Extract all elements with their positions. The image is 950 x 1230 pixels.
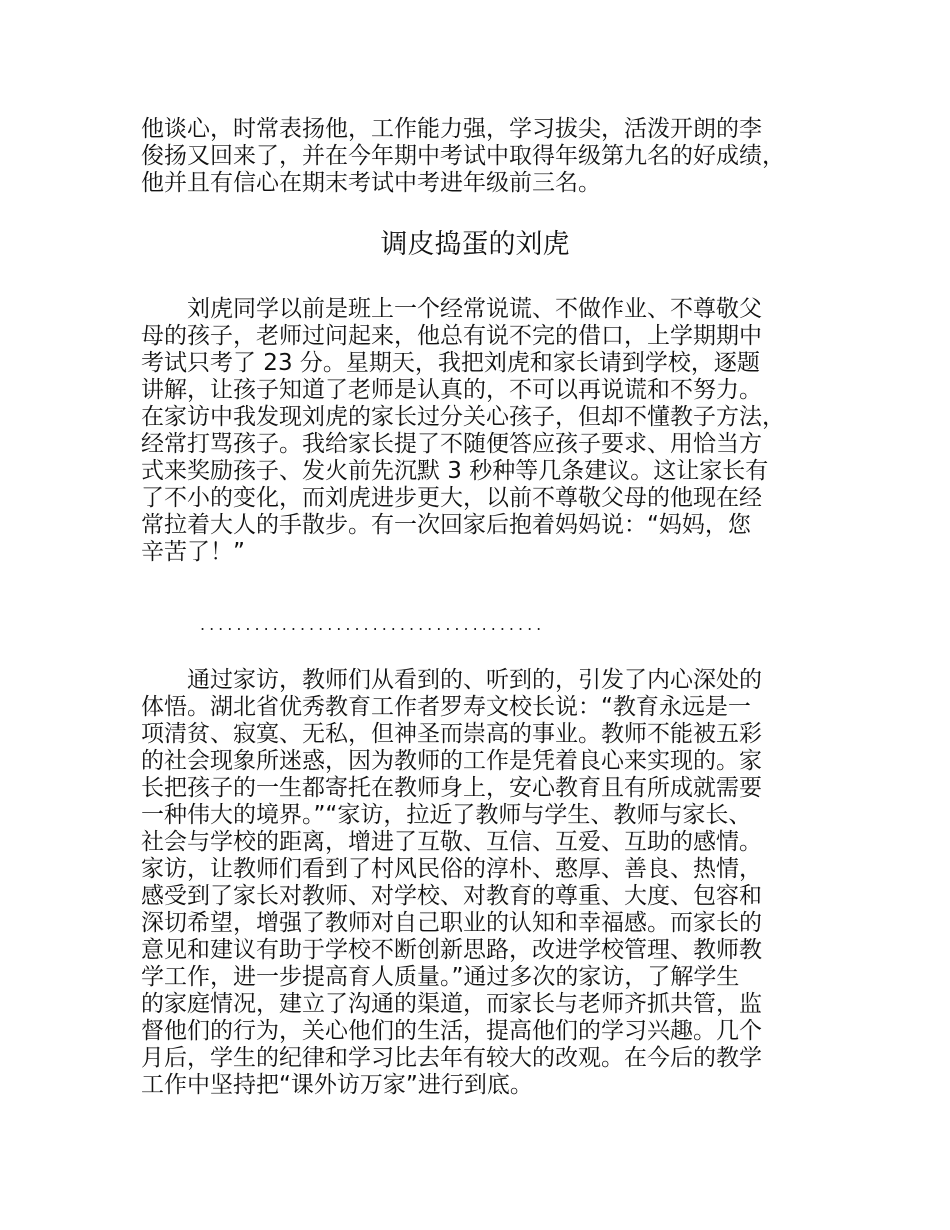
conclusion-paragraph <box>141 667 821 1099</box>
section-title: 调皮捣蛋的刘虎 <box>380 229 570 260</box>
text-line: 他谈心，时常表扬他，工作能力强，学习拔尖，活泼开朗的李 <box>141 116 762 142</box>
text-line: 的社会现象所迷惑，因为教师的工作是凭着良心来实现的。家 <box>141 748 762 774</box>
dotted-separator: ...................................... <box>200 615 546 634</box>
text-line: 式来奖励孩子、发火前先沉默 3 秒种等几条建议。这让家长有 <box>141 458 769 484</box>
text-line: 考试只考了 23 分。星期天，我把刘虎和家长请到学校，逐题 <box>141 350 760 376</box>
text-line: 常拉着大人的手散步。有一次回家后抱着妈妈说：“妈妈，您 <box>141 512 751 538</box>
text-line: 感受到了家长对教师、对学校、对教育的尊重、大度、包容和 <box>141 883 762 909</box>
text-line: 长把孩子的一生都寄托在教师身上，安心教育且有所成就需要 <box>141 775 762 801</box>
text-line: 意见和建议有助于学校不断创新思路，改进学校管理、教师教 <box>141 937 762 963</box>
text-line: 母的孩子，老师过问起来，他总有说不完的借口，上学期期中 <box>141 323 762 349</box>
text-line: 经常打骂孩子。我给家长提了不随便答应孩子要求、用恰当方 <box>141 431 762 457</box>
text-line: 项清贫、寂寞、无私，但神圣而崇高的事业。教师不能被五彩 <box>141 721 762 747</box>
text-line: 一种伟大的境界。”“家访，拉近了教师与学生、教师与家长、 <box>141 802 752 828</box>
text-line: 他并且有信心在期末考试中考进年级前三名。 <box>141 170 601 196</box>
text-line: 工作中坚持把“课外访万家”进行到底。 <box>141 1072 533 1098</box>
text-line: 了不小的变化，而刘虎进步更大，以前不尊敬父母的他现在经 <box>141 485 762 511</box>
text-line: 家访，让教师们看到了村风民俗的淳朴、憨厚、善良、热情， <box>141 856 762 882</box>
text-line: 讲解，让孩子知道了老师是认真的，不可以再说谎和不努力。 <box>141 377 762 403</box>
text-line: 的家庭情况，建立了沟通的渠道，而家长与老师齐抓共管，监 <box>141 991 762 1017</box>
text-line: 俊扬又回来了，并在今年期中考试中取得年级第九名的好成绩， <box>141 143 785 169</box>
text-line: 深切希望，增强了教师对自己职业的认知和幸福感。而家长的 <box>141 910 762 936</box>
text-line: 学工作，进一步提高育人质量。”通过多次的家访，了解学生 <box>141 964 740 990</box>
text-line: 社会与学校的距离，增进了互敬、互信、互爱、互助的感情。 <box>141 829 762 855</box>
story-paragraph <box>141 296 821 566</box>
text-line: 督他们的行为，关心他们的生活，提高他们的学习兴趣。几个 <box>141 1018 762 1044</box>
text-line: 体悟。湖北省优秀教育工作者罗寿文校长说：“教育永远是一 <box>141 694 751 720</box>
text-line: 刘虎同学以前是班上一个经常说谎、不做作业、不尊敬父 <box>141 296 762 322</box>
intro-paragraph <box>141 116 821 197</box>
text-line: 通过家访，教师们从看到的、听到的，引发了内心深处的 <box>141 667 762 693</box>
text-line: 辛苦了！” <box>141 539 245 565</box>
text-line: 月后，学生的纪律和学习比去年有较大的改观。在今后的教学 <box>141 1045 762 1071</box>
text-line: 在家访中我发现刘虎的家长过分关心孩子，但却不懂教子方法， <box>141 404 785 430</box>
